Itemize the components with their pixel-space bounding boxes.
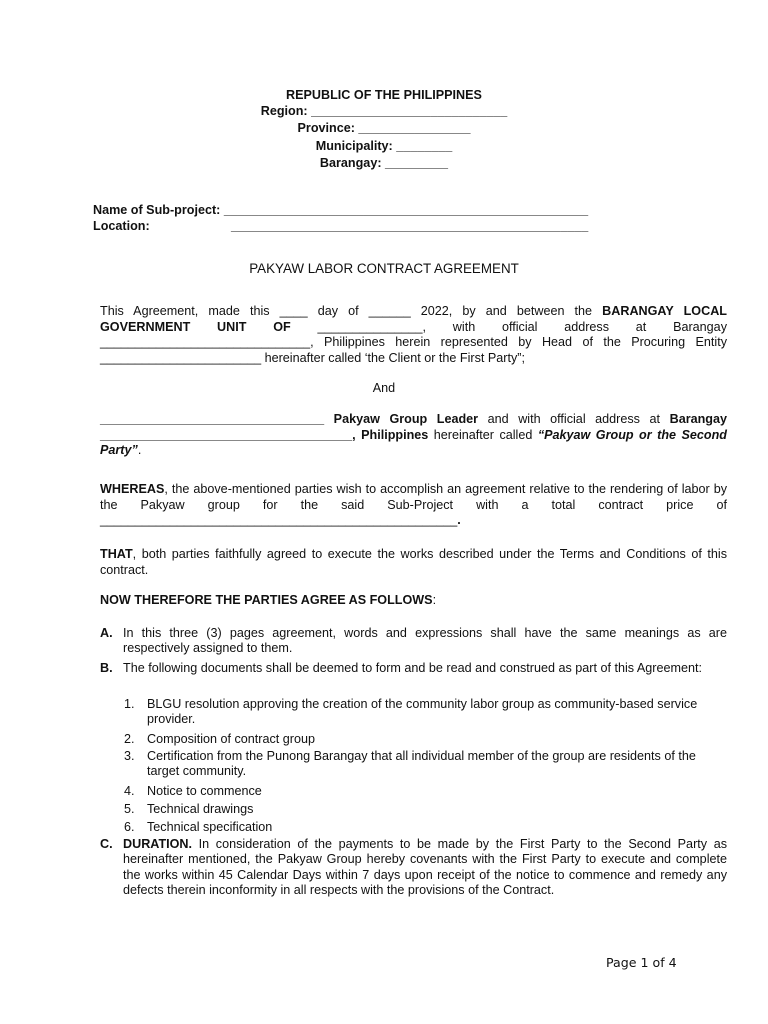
doc-item-5-text: Technical drawings bbox=[147, 802, 254, 816]
doc-item-3-text: Certification from the Punong Barangay that all individual member of the group are residents of the target community. bbox=[147, 749, 696, 779]
para1-bold-1: BARANGAY LOCAL GOVERNMENT UNIT OF bbox=[100, 304, 727, 334]
doc-item-2 bbox=[124, 732, 727, 747]
doc-item-1-number: 1. bbox=[124, 697, 135, 711]
para2-bold-2: Barangay ____________________________________, Philippines bbox=[100, 412, 727, 442]
doc-item-3 bbox=[124, 749, 727, 780]
that-label: THAT bbox=[100, 547, 133, 561]
now-therefore-label: NOW THEREFORE THE PARTIES AGREE AS FOLLOWS bbox=[100, 593, 433, 607]
document-title: PAKYAW LABOR CONTRACT AGREEMENT bbox=[249, 261, 519, 276]
page-number: Page 1 of 4 bbox=[606, 955, 677, 970]
para2-text-1: and with official address at bbox=[478, 412, 670, 426]
now-therefore-colon: : bbox=[432, 593, 437, 607]
list-item-a-letter: A. bbox=[100, 626, 113, 640]
doc-item-4 bbox=[124, 784, 727, 799]
para1-text-1: This Agreement, made this ____ day of ______ 2022, by and between the bbox=[100, 304, 603, 318]
now-therefore-heading bbox=[100, 593, 727, 609]
list-item-c-letter: C. bbox=[100, 837, 113, 851]
list-item-a bbox=[100, 626, 727, 657]
doc-item-1 bbox=[124, 697, 727, 728]
duration-label: DURATION. bbox=[123, 837, 193, 851]
that-paragraph bbox=[100, 547, 727, 578]
list-item-b bbox=[100, 661, 727, 676]
subproject-name-field bbox=[93, 203, 588, 217]
para2-bold-1: ________________________________ Pakyaw Group Leader bbox=[100, 412, 479, 426]
header-municipality: Municipality: ________ bbox=[315, 139, 453, 153]
list-item-c-content bbox=[123, 837, 727, 899]
para1-text-2: _______________, with official address at Barangay ______________________________, Philippines herein represented by Head of the Procuring Entity _______________________ hereinafter called ‘the Client or the First Party”; bbox=[100, 319, 727, 365]
header-barangay: Barangay: _________ bbox=[319, 156, 449, 170]
header-region: Region: ____________________________ bbox=[260, 104, 508, 118]
duration-text: In consideration of the payments to be made by the First Party to the Second Party as hereinafter mentioned, the Pakyaw Group hereby covenants with the First Party to execute and complete the works within 45 Calendar Days within 7 days upon receipt of the notice to commence and remedy any defects therein inconformity in all respects with the provisions of the Contract. bbox=[123, 837, 727, 898]
doc-item-4-number: 4. bbox=[124, 784, 135, 798]
location-label: Location: bbox=[93, 219, 150, 233]
doc-item-5 bbox=[124, 802, 727, 817]
doc-item-6-number: 6. bbox=[124, 820, 135, 834]
doc-item-3-number: 3. bbox=[124, 749, 135, 763]
para2-bold-italic: “Pakyaw Group or the Second Party” bbox=[100, 427, 727, 458]
doc-item-4-text: Notice to commence bbox=[147, 784, 262, 798]
second-party-paragraph bbox=[100, 412, 727, 459]
doc-item-2-text: Composition of contract group bbox=[147, 732, 316, 746]
header-province: Province: ________________ bbox=[297, 121, 471, 135]
location-line: ___________________________________________________ bbox=[231, 219, 589, 233]
whereas-end: . bbox=[457, 513, 461, 528]
subproject-name-line: ____________________________________________________ bbox=[223, 203, 589, 217]
para2-text-2: hereinafter called bbox=[428, 427, 538, 442]
subproject-name-label: Name of Sub-project: bbox=[93, 203, 224, 217]
para2-text-3: . bbox=[137, 443, 142, 458]
list-item-c bbox=[100, 837, 727, 899]
doc-item-6-text: Technical specification bbox=[147, 820, 273, 834]
doc-item-5-number: 5. bbox=[124, 802, 135, 816]
whereas-label: WHEREAS bbox=[100, 482, 165, 496]
list-item-b-text: The following documents shall be deemed to form and be read and construed as part of this Agreement: bbox=[123, 661, 702, 675]
list-item-b-letter: B. bbox=[100, 661, 113, 675]
that-text: , both parties faithfully agreed to execute the works described under the Terms and Conditions of this contract. bbox=[100, 547, 727, 577]
doc-item-6 bbox=[124, 820, 727, 835]
doc-item-1-text: BLGU resolution approving the creation of the community labor group as community-based service provider. bbox=[147, 697, 698, 727]
and-text: And bbox=[372, 381, 396, 395]
whereas-text: , the above-mentioned parties wish to accomplish an agreement relative to the rendering of labor by the Pakyaw group for the said Sub-Project with a total contract price of ___________________________________________________ bbox=[100, 482, 727, 528]
doc-item-2-number: 2. bbox=[124, 732, 135, 746]
agreement-paragraph bbox=[100, 304, 727, 366]
header-country: REPUBLIC OF THE PHILIPPINES bbox=[286, 88, 482, 102]
whereas-paragraph bbox=[100, 482, 727, 529]
list-item-a-text: In this three (3) pages agreement, words and expressions shall have the same meanings as are respectively assigned to them. bbox=[123, 626, 727, 656]
